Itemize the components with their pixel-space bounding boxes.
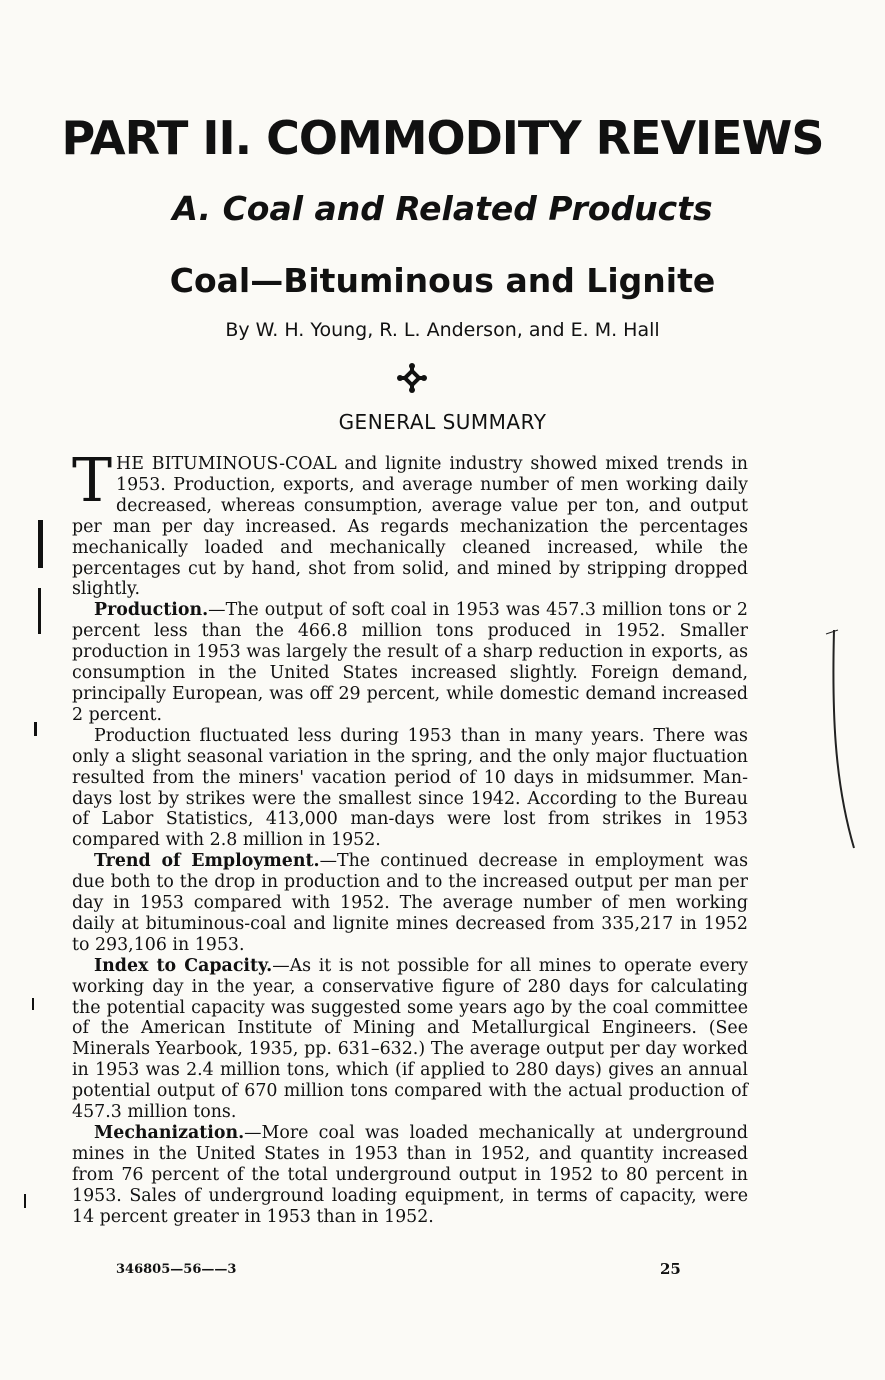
runin-heading: Mechanization.	[94, 1123, 245, 1143]
paragraph-employment	[72, 851, 748, 956]
intro-text: and lignite industry showed mixed trends in 1953. Production, exports, and average number of men working daily decreased, whereas consumption, average value per ton, and output per man per day increased. As regards mechanization the percentages mechanically loaded and mechanically cleaned increased, while the percentages cut by hand, shot from solid, and mined by stripping dropped slightly.	[72, 454, 748, 600]
scan-mark	[32, 998, 34, 1010]
part-title: PART II. COMMODITY REVIEWS	[61, 111, 824, 165]
paragraph-capacity	[72, 956, 748, 1123]
runin-heading: Production.	[94, 600, 209, 621]
paragraph-text: —As it is not possible for all mines to operate every working day in the year, a conservative figure of 280 days for calculating the potential capacity was suggested some years ago by the coal committee of the American Institute of Mining and Metallurgical Engineers. (See Minerals Yearbook, 1935, pp. 631–632.) The average output per day worked in 1953 was 2.4 million tons, which (if applied to 280 days) gives an annual potential output of 670 million tons compared with the actual production of 457.3 million tons.	[72, 955, 748, 1123]
paragraph-text: —The output of soft coal in 1953 was 457.3 million tons or 2 percent less than the 466.8 million tons produced in 1952. Smaller production in 1953 was largely the result of a sharp reduction in exports, as consumption in the United States increased slightly. Foreign demand, principally European, was off 29 percent, while domestic demand increased 2 percent.	[72, 600, 748, 725]
paragraph-text: —More coal was loaded mechanically at underground mines in the United States in 1953 than in 1952, and quantity increased from 76 percent of the total underground output in 1952 to 80 percent in 1953. Sales of underground loading equipment, in terms of capacity, were 14 percent greater in 1953 than in 1952.	[72, 1123, 748, 1227]
scan-mark	[38, 520, 43, 568]
scan-mark	[24, 1194, 26, 1208]
paragraph-fluctuation	[72, 726, 748, 851]
runin-heading: Index to Capacity.	[94, 955, 273, 976]
margin-pencil-mark	[820, 590, 870, 890]
fleuron-ornament-icon	[396, 362, 428, 394]
authors-byline: By W. H. Young, R. L. Anderson, and E. M. Hall	[225, 319, 660, 341]
intro-paragraph	[72, 446, 748, 600]
paragraph-production	[72, 600, 748, 725]
general-summary-heading: GENERAL SUMMARY	[338, 410, 547, 434]
paragraph-text: —The continued decrease in employment was due both to the drop in production and to the increased output per man per day in 1953 compared with 1952. The average number of men working daily at bituminous-coal and lignite mines decreased from 335,217 in 1952 to 293,106 in 1953.	[72, 851, 748, 955]
intro-smallcaps: HE BITUMINOUS-COAL	[116, 454, 337, 474]
paragraph-text: Production fluctuated less during 1953 than in many years. There was only a slight seasonal variation in the spring, and the only major fluctuation resulted from the miners' vacation period of 10 days in midsummer. Man-days lost by strikes were the smallest since 1942. According to the Bureau of Labor Statistics, 413,000 man-days were lost from strikes in 1953 compared with 2.8 million in 1952.	[72, 725, 748, 851]
print-code: 346805—56——3	[116, 1262, 237, 1277]
scan-mark	[34, 722, 37, 736]
scan-mark	[38, 588, 41, 634]
runin-heading: Trend of Employment.	[94, 851, 320, 872]
page-number: 25	[660, 1260, 681, 1278]
body-text	[72, 446, 748, 1228]
paragraph-mechanization	[72, 1123, 748, 1228]
commodity-title: Coal—Bituminous and Lignite	[169, 261, 716, 300]
section-title: A. Coal and Related Products	[172, 189, 713, 228]
drop-cap: T	[72, 446, 113, 516]
